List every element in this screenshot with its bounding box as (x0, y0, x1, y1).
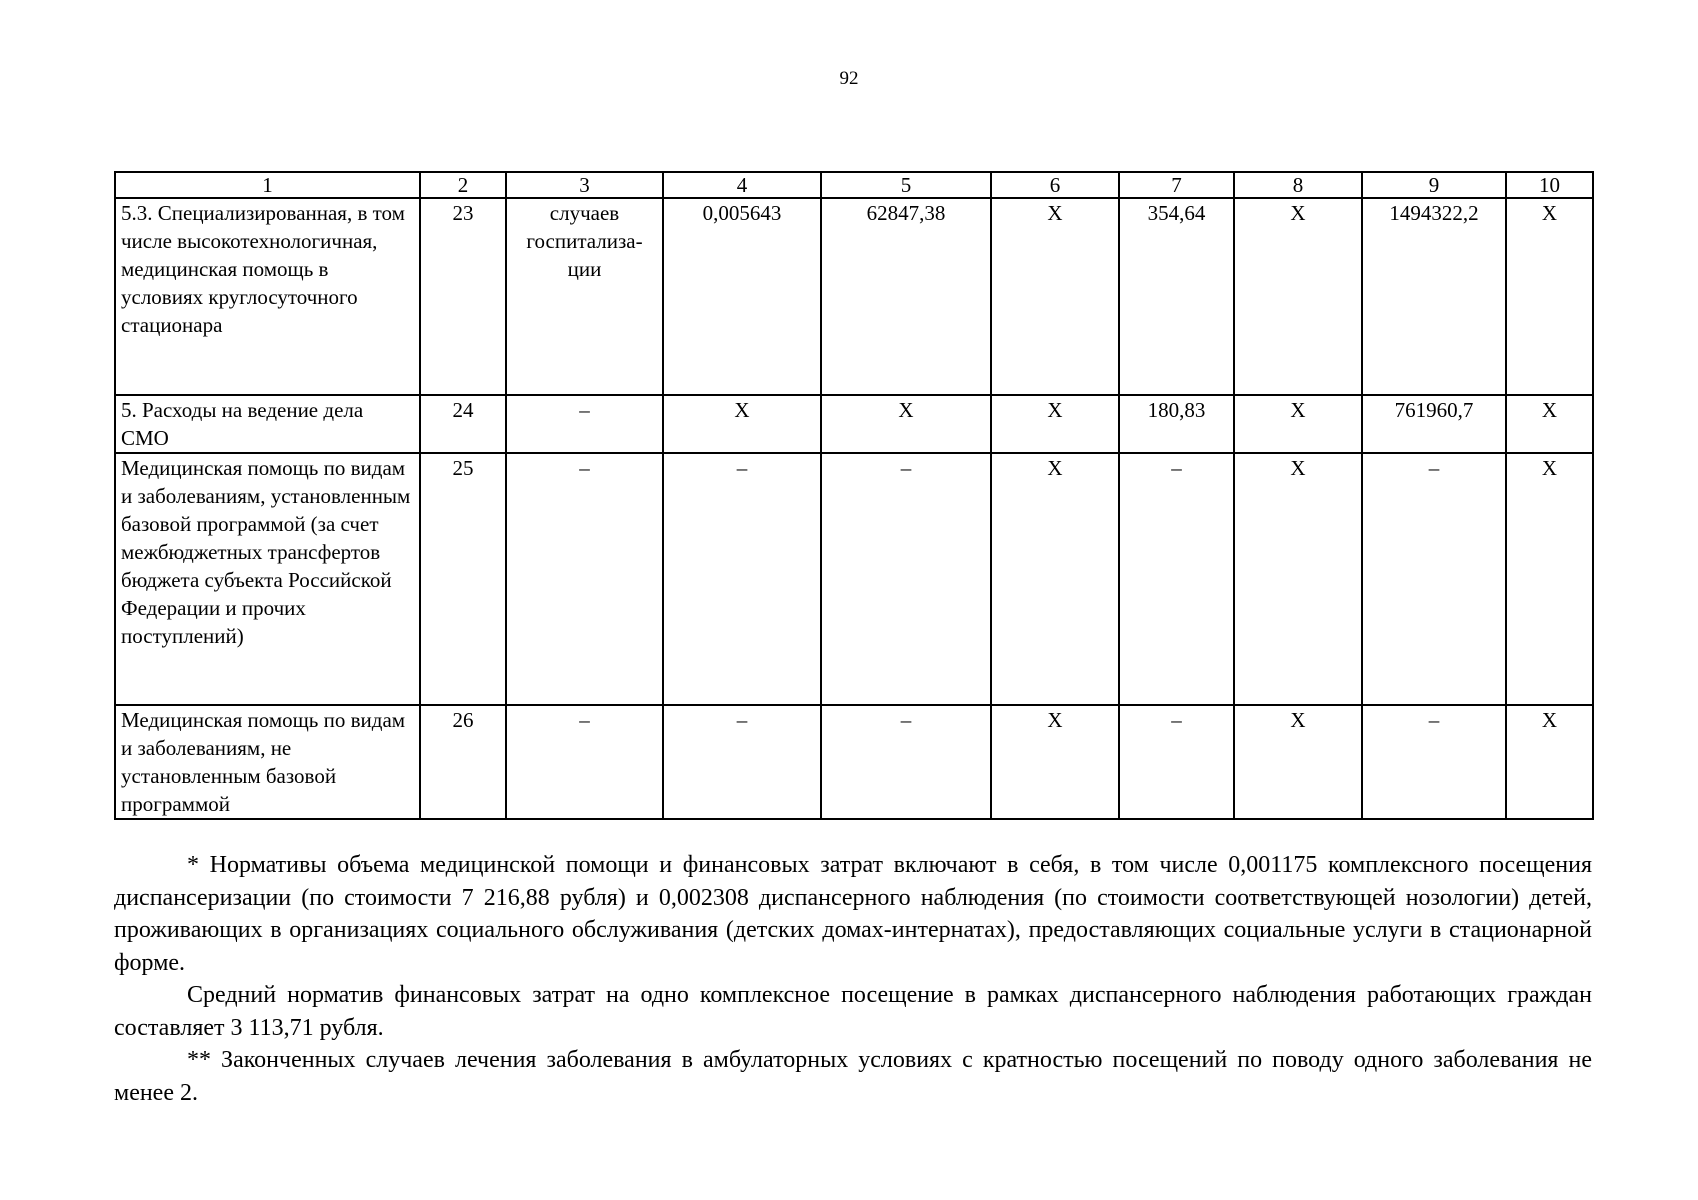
table-cell: Х (1234, 705, 1362, 819)
table-cell: 0,005643 (663, 198, 821, 395)
table-cell: Х (991, 705, 1119, 819)
table-header-row (115, 172, 1593, 198)
table-cell: Х (663, 395, 821, 453)
table-cell: Х (1506, 198, 1593, 395)
row-name-cell: Медицинская помощь по видам и заболеваниям, не установленным базовой программой (115, 705, 420, 819)
table-cell: – (821, 453, 991, 705)
column-number-cell: 7 (1119, 172, 1234, 198)
column-number-cell: 3 (506, 172, 663, 198)
table-cell: Х (1506, 453, 1593, 705)
table-cell: – (663, 453, 821, 705)
row-name-cell: 5.3. Специализированная, в том числе высокотехнологичная, медицинская помощь в условиях круглосуточного стационара (115, 198, 420, 395)
table-row (115, 198, 1593, 395)
table-cell: Х (1506, 395, 1593, 453)
standards-table (114, 171, 1594, 820)
table-cell: – (506, 395, 663, 453)
footnote-paragraph: Средний норматив финансовых затрат на одно комплексное посещение в рамках диспансерного наблюдения работающих граждан составляет 3 113,71 рубля. (114, 982, 1592, 1041)
table-cell: 24 (420, 395, 506, 453)
table-cell: Х (991, 198, 1119, 395)
table-cell: Х (991, 453, 1119, 705)
column-number-cell: 2 (420, 172, 506, 198)
table-row (115, 395, 1593, 453)
footnote-paragraph: * Нормативы объема медицинской помощи и финансовых затрат включают в себя, в том числе 0,001175 комплексного посещения диспансеризации (по стоимости 7 216,88 рубля) и 0,002308 диспансерного наблюдения (по стоимости соответствующей нозологии) детей, проживающих в организациях социального обслуживания (детских домах-интернатах), предоставляющих социальные услуги в стационарной форме. (114, 852, 1592, 976)
table-cell: 23 (420, 198, 506, 395)
table-cell: 761960,7 (1362, 395, 1506, 453)
table-cell: – (663, 705, 821, 819)
table-row (115, 705, 1593, 819)
table-cell: 354,64 (1119, 198, 1234, 395)
row-name-cell: Медицинская помощь по видам и заболеваниям, установленным базовой программой (за счет межбюджетных трансфертов бюджета субъекта Российской Федерации и прочих поступлений) (115, 453, 420, 705)
column-number-cell: 8 (1234, 172, 1362, 198)
table-cell: 1494322,2 (1362, 198, 1506, 395)
table-cell: Х (1234, 395, 1362, 453)
column-number-cell: 10 (1506, 172, 1593, 198)
column-number-cell: 9 (1362, 172, 1506, 198)
column-number-cell: 5 (821, 172, 991, 198)
table-cell: Х (1234, 453, 1362, 705)
table-cell: – (821, 705, 991, 819)
table-cell: 26 (420, 705, 506, 819)
footnote-paragraph: ** Законченных случаев лечения заболевания в амбулаторных условиях с кратностью посещений по поводу одного заболевания не менее 2. (114, 1047, 1592, 1106)
table-cell: Х (1506, 705, 1593, 819)
column-number-cell: 6 (991, 172, 1119, 198)
column-number-cell: 1 (115, 172, 420, 198)
table-cell: – (1119, 453, 1234, 705)
row-name-cell: 5. Расходы на ведение дела СМО (115, 395, 420, 453)
table-cell: 180,83 (1119, 395, 1234, 453)
table-cell: 25 (420, 453, 506, 705)
table-cell: Х (1234, 198, 1362, 395)
table-cell: – (506, 453, 663, 705)
column-number-cell: 4 (663, 172, 821, 198)
table-cell: – (1362, 705, 1506, 819)
table-cell: – (506, 705, 663, 819)
table-cell: – (1119, 705, 1234, 819)
table-row (115, 453, 1593, 705)
page-number: 92 (839, 68, 859, 89)
table-cell: Х (991, 395, 1119, 453)
table-cell: Х (821, 395, 991, 453)
table-cell: 62847,38 (821, 198, 991, 395)
footnotes (114, 849, 1592, 1109)
table-cell: – (1362, 453, 1506, 705)
table-cell: случаев госпитализа-ции (506, 198, 663, 395)
